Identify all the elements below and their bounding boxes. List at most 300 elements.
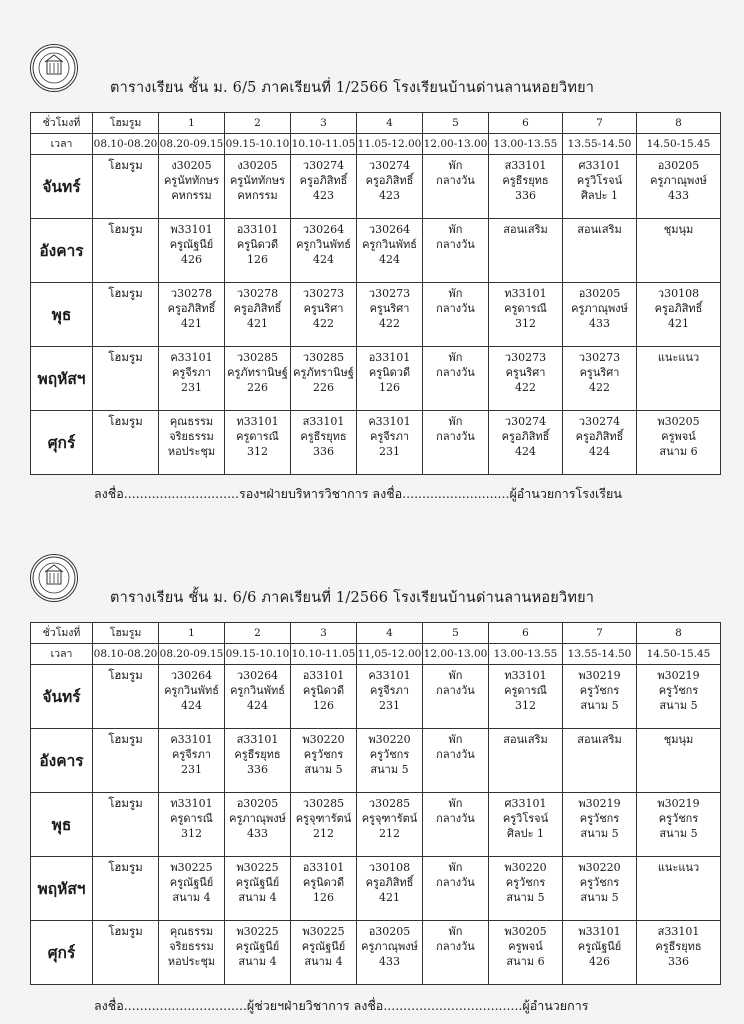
- cell-line: ครูณัฐนีย์: [301, 940, 346, 953]
- day-row: [31, 857, 721, 921]
- signature-line: ลงชื่อ...............................ผู้ช่วยฯฝ่ายวิชาการ ลงชื่อ...................................ผู้อำนวยการ: [94, 998, 589, 1013]
- day-name: จันทร์: [31, 155, 93, 219]
- cell-line: ว30274: [302, 159, 345, 172]
- period-header-row: [31, 113, 721, 134]
- header-cell: 14.50-15.45: [637, 134, 721, 155]
- cell-line: 421: [668, 317, 689, 330]
- period-cell: [423, 665, 489, 729]
- cell-line: ท33101: [504, 669, 547, 682]
- cell-line: ศ33101: [504, 797, 547, 810]
- cell-line: ครูนริศา: [505, 366, 546, 379]
- period-cell: [225, 283, 291, 347]
- header-cell: 4: [357, 113, 423, 134]
- cell-line: กลางวัน: [436, 174, 475, 187]
- cell-line: สอนเสริม: [577, 223, 622, 236]
- cell-line: ครูดารณี: [504, 302, 547, 315]
- header-cell: 11,05-12.00: [357, 644, 423, 665]
- period-cell: [159, 729, 225, 793]
- cell-line: พ30205: [504, 925, 547, 938]
- cell-line: หอประชุม: [167, 445, 216, 458]
- cell-line: 422: [515, 381, 536, 394]
- cell-line: ว30264: [170, 669, 213, 682]
- day-row: [31, 665, 721, 729]
- cell-line: พัก: [448, 797, 463, 810]
- period-cell: [159, 921, 225, 985]
- cell-line: พ30220: [302, 733, 345, 746]
- cell-line: ค33101: [170, 733, 213, 746]
- cell-line: พ30225: [170, 861, 213, 874]
- cell-line: ครูนิดวดี: [302, 684, 345, 697]
- cell-line: ชุมนุม: [663, 733, 694, 746]
- cell-line: 231: [379, 699, 400, 712]
- cell-line: คุณธรรม: [169, 925, 214, 938]
- day-row: [31, 219, 721, 283]
- period-cell: [563, 793, 637, 857]
- cell-line: 126: [379, 381, 400, 394]
- cell-line: ครูวิโรจน์: [502, 812, 549, 825]
- cell-line: ครูวัชกร: [579, 876, 620, 889]
- cell-line: กลางวัน: [436, 940, 475, 953]
- cell-line: กลางวัน: [436, 876, 475, 889]
- period-cell: [637, 665, 721, 729]
- cell-line: กลางวัน: [436, 748, 475, 761]
- period-cell: [423, 411, 489, 475]
- cell-line: ครูอภิสิทธิ์: [299, 174, 348, 187]
- header-cell: 09.15-10.10: [225, 134, 291, 155]
- day-row: [31, 411, 721, 475]
- period-cell: [423, 347, 489, 411]
- homeroom-cell: โฮมรูม: [93, 155, 159, 219]
- cell-line: ครูกวินพัทธ์: [362, 238, 417, 251]
- period-cell: [489, 793, 563, 857]
- cell-line: สนาม 4: [238, 955, 277, 968]
- period-cell: [637, 729, 721, 793]
- cell-line: ครูจีรภา: [369, 430, 410, 443]
- cell-line: 422: [379, 317, 400, 330]
- cell-line: ครูภัทรานิษฐ์: [227, 366, 288, 379]
- cell-line: ครูวัชกร: [579, 684, 620, 697]
- header-cell: 7: [563, 623, 637, 644]
- day-row: [31, 729, 721, 793]
- period-cell: [637, 793, 721, 857]
- period-cell: [357, 921, 423, 985]
- cell-line: ครูอภิสิทธิ์: [233, 302, 282, 315]
- cell-line: ว30285: [368, 797, 411, 810]
- period-cell: [423, 155, 489, 219]
- period-cell: [563, 283, 637, 347]
- period-cell: [489, 665, 563, 729]
- period-cell: [357, 283, 423, 347]
- cell-line: 212: [379, 827, 400, 840]
- cell-line: 231: [379, 445, 400, 458]
- cell-line: 424: [515, 445, 536, 458]
- cell-line: สนาม 5: [580, 699, 619, 712]
- cell-line: ส33101: [504, 159, 547, 172]
- period-cell: [637, 857, 721, 921]
- cell-line: อ30205: [368, 925, 411, 938]
- cell-line: ครูณัฐนีย์: [235, 876, 280, 889]
- cell-line: จริยธรรม: [169, 430, 214, 443]
- cell-line: ว30273: [578, 351, 621, 364]
- cell-line: ครูวัชกร: [369, 748, 410, 761]
- period-cell: [489, 411, 563, 475]
- cell-line: หอประชุม: [167, 955, 216, 968]
- cell-line: พัก: [448, 287, 463, 300]
- day-row: [31, 921, 721, 985]
- period-cell: [423, 283, 489, 347]
- cell-line: สนาม 5: [304, 763, 343, 776]
- cell-line: กลางวัน: [436, 684, 475, 697]
- cell-line: ครูกวินพัทธ์: [296, 238, 351, 251]
- day-name: อังคาร: [31, 219, 93, 283]
- header-cell: เวลา: [31, 644, 93, 665]
- timetable: [30, 112, 721, 475]
- cell-line: ว30264: [302, 223, 345, 236]
- cell-line: ว30278: [170, 287, 213, 300]
- period-cell: [489, 347, 563, 411]
- period-cell: [357, 857, 423, 921]
- header-cell: 7: [563, 113, 637, 134]
- period-cell: [563, 347, 637, 411]
- cell-line: ท33101: [236, 415, 279, 428]
- cell-line: สนาม 4: [172, 891, 211, 904]
- cell-line: 231: [181, 763, 202, 776]
- cell-line: พัก: [448, 925, 463, 938]
- cell-line: ครูวัชกร: [303, 748, 344, 761]
- header-cell: 10.10-11.05: [291, 134, 357, 155]
- header-cell: เวลา: [31, 134, 93, 155]
- period-cell: [637, 155, 721, 219]
- cell-line: ครูอภิสิทธิ์: [365, 876, 414, 889]
- header-cell: 8: [637, 623, 721, 644]
- cell-line: ค33101: [368, 669, 411, 682]
- period-cell: [291, 921, 357, 985]
- period-cell: [357, 219, 423, 283]
- period-cell: [159, 155, 225, 219]
- period-cell: [489, 155, 563, 219]
- cell-line: สนาม 5: [659, 827, 698, 840]
- cell-line: ครูนัททักษร: [163, 174, 220, 187]
- cell-line: ครูกวินพัทธ์: [164, 684, 219, 697]
- cell-line: ครูนัททักษร: [229, 174, 286, 187]
- cell-line: 212: [313, 827, 334, 840]
- cell-line: สนาม 5: [506, 891, 545, 904]
- cell-line: อ33101: [236, 223, 279, 236]
- cell-line: ครูธีรยุทธ: [234, 748, 281, 761]
- day-row: [31, 283, 721, 347]
- cell-line: ครูณัฐนีย์: [169, 238, 214, 251]
- cell-line: กลางวัน: [436, 812, 475, 825]
- cell-line: 424: [379, 253, 400, 266]
- cell-line: ครูอภิสิทธิ์: [501, 430, 550, 443]
- time-header-row: [31, 134, 721, 155]
- cell-line: ว30264: [236, 669, 279, 682]
- header-cell: โฮมรูม: [93, 623, 159, 644]
- homeroom-cell: โฮมรูม: [93, 347, 159, 411]
- header-cell: 13.00-13.55: [489, 134, 563, 155]
- cell-line: 433: [589, 317, 610, 330]
- schedule-title: ตารางเรียน ชั้น ม. 6/6 ภาคเรียนที่ 1/2566 โรงเรียนบ้านด่านลานหอยวิทยา: [110, 590, 595, 606]
- cell-line: ครูนริศา: [579, 366, 620, 379]
- cell-line: 424: [313, 253, 334, 266]
- cell-line: พ33101: [578, 925, 621, 938]
- timetable: [30, 622, 721, 985]
- cell-line: แนะแนว: [657, 861, 700, 874]
- period-cell: [563, 411, 637, 475]
- cell-line: ท33101: [504, 287, 547, 300]
- cell-line: ครูภาณุพงษ์: [361, 940, 418, 953]
- cell-line: พ33101: [170, 223, 213, 236]
- cell-line: ครูธีรยุทธ: [300, 430, 347, 443]
- cell-line: ว30274: [578, 415, 621, 428]
- header-cell: 3: [291, 113, 357, 134]
- cell-line: อ30205: [578, 287, 621, 300]
- cell-line: 424: [247, 699, 268, 712]
- cell-line: ครูภาณุพงษ์: [571, 302, 628, 315]
- cell-line: ครูพจน์: [661, 430, 696, 443]
- homeroom-cell: โฮมรูม: [93, 283, 159, 347]
- header-cell: 1: [159, 113, 225, 134]
- cell-line: ครูธีรยุทธ: [655, 940, 702, 953]
- period-cell: [291, 155, 357, 219]
- cell-line: ชุมนุม: [663, 223, 694, 236]
- cell-line: พ30225: [302, 925, 345, 938]
- cell-line: ว30274: [504, 415, 547, 428]
- header-cell: 12.00-13.00: [423, 134, 489, 155]
- cell-line: คหกรรม: [237, 189, 278, 202]
- period-cell: [291, 411, 357, 475]
- cell-line: 226: [247, 381, 268, 394]
- period-cell: [225, 729, 291, 793]
- cell-line: ส33101: [236, 733, 279, 746]
- cell-line: ค33101: [170, 351, 213, 364]
- cell-line: 433: [247, 827, 268, 840]
- period-cell: [225, 347, 291, 411]
- cell-line: อ33101: [302, 861, 345, 874]
- period-cell: [423, 793, 489, 857]
- period-cell: [159, 283, 225, 347]
- header-cell: 6: [489, 623, 563, 644]
- school-logo-icon: [30, 44, 78, 92]
- cell-line: พ30220: [578, 861, 621, 874]
- cell-line: 336: [668, 955, 689, 968]
- cell-line: ครูพจน์: [508, 940, 543, 953]
- period-cell: [489, 857, 563, 921]
- period-cell: [563, 857, 637, 921]
- cell-line: สนาม 6: [506, 955, 545, 968]
- cell-line: ครูจุฑารัตน์: [361, 812, 418, 825]
- cell-line: ครูดารณี: [170, 812, 213, 825]
- cell-line: ท33101: [170, 797, 213, 810]
- cell-line: ครูวัชกร: [658, 684, 699, 697]
- cell-line: พ30219: [578, 797, 621, 810]
- schedule-title: ตารางเรียน ชั้น ม. 6/5 ภาคเรียนที่ 1/2566 โรงเรียนบ้านด่านลานหอยวิทยา: [110, 80, 595, 96]
- cell-line: ครูภัทรานิษฐ์: [293, 366, 354, 379]
- period-cell: [357, 155, 423, 219]
- period-cell: [225, 665, 291, 729]
- cell-line: 312: [247, 445, 268, 458]
- period-cell: [563, 155, 637, 219]
- cell-line: สนาม 4: [304, 955, 343, 968]
- header-cell: 5: [423, 113, 489, 134]
- period-cell: [357, 793, 423, 857]
- period-cell: [637, 219, 721, 283]
- period-cell: [423, 921, 489, 985]
- cell-line: กลางวัน: [436, 238, 475, 251]
- cell-line: พัก: [448, 351, 463, 364]
- period-cell: [225, 793, 291, 857]
- cell-line: ครูอภิสิทธิ์: [575, 430, 624, 443]
- cell-line: ครูกวินพัทธ์: [230, 684, 285, 697]
- period-cell: [291, 347, 357, 411]
- homeroom-cell: โฮมรูม: [93, 921, 159, 985]
- period-cell: [225, 411, 291, 475]
- cell-line: พัก: [448, 223, 463, 236]
- cell-line: แนะแนว: [657, 351, 700, 364]
- cell-line: สนาม 5: [659, 699, 698, 712]
- period-cell: [291, 219, 357, 283]
- cell-line: 336: [515, 189, 536, 202]
- period-header-row: [31, 623, 721, 644]
- period-cell: [159, 665, 225, 729]
- day-name: ศุกร์: [31, 411, 93, 475]
- day-name: พฤหัสฯ: [31, 857, 93, 921]
- cell-line: พัก: [448, 669, 463, 682]
- header-cell: 09.15-10.10: [225, 644, 291, 665]
- cell-line: ง30205: [237, 159, 278, 172]
- cell-line: กลางวัน: [436, 302, 475, 315]
- cell-line: สนาม 4: [238, 891, 277, 904]
- period-cell: [637, 283, 721, 347]
- cell-line: 422: [313, 317, 334, 330]
- cell-line: พ30205: [657, 415, 700, 428]
- cell-line: ศิลปะ 1: [506, 827, 545, 840]
- cell-line: 421: [181, 317, 202, 330]
- cell-line: พ30219: [657, 669, 700, 682]
- header-cell: 14.50-15.45: [637, 644, 721, 665]
- cell-line: ง30205: [171, 159, 212, 172]
- cell-line: ครูภาณุพงษ์: [229, 812, 286, 825]
- cell-line: 433: [668, 189, 689, 202]
- cell-line: 423: [313, 189, 334, 202]
- cell-line: ว30285: [302, 797, 345, 810]
- period-cell: [225, 155, 291, 219]
- cell-line: ครูณัฐนีย์: [169, 876, 214, 889]
- cell-line: ครูอภิสิทธิ์: [654, 302, 703, 315]
- period-cell: [563, 665, 637, 729]
- cell-line: ครูจุฑารัตน์: [295, 812, 352, 825]
- header-cell: 8: [637, 113, 721, 134]
- period-cell: [291, 793, 357, 857]
- period-cell: [489, 219, 563, 283]
- header-cell: 3: [291, 623, 357, 644]
- header-cell: 08.10-08.20: [93, 134, 159, 155]
- cell-line: ศ33101: [578, 159, 621, 172]
- cell-line: ว30273: [368, 287, 411, 300]
- header-cell: 2: [225, 623, 291, 644]
- header-cell: 13.55-14.50: [563, 644, 637, 665]
- period-cell: [563, 219, 637, 283]
- cell-line: คหกรรม: [171, 189, 212, 202]
- cell-line: 421: [247, 317, 268, 330]
- cell-line: ครูนิดวดี: [368, 366, 411, 379]
- cell-line: อ33101: [302, 669, 345, 682]
- cell-line: 424: [589, 445, 610, 458]
- header-cell: โฮมรูม: [93, 113, 159, 134]
- cell-line: ครูนริศา: [369, 302, 410, 315]
- cell-line: ครูดารณี: [504, 684, 547, 697]
- signature-line: ลงชื่อ.............................รองฯฝ่ายบริหารวิชาการ ลงชื่อ...........................ผู้อำนวยการโรงเรียน: [94, 486, 622, 501]
- period-cell: [423, 219, 489, 283]
- homeroom-cell: โฮมรูม: [93, 411, 159, 475]
- cell-line: พัก: [448, 733, 463, 746]
- period-cell: [291, 857, 357, 921]
- period-cell: [637, 411, 721, 475]
- cell-line: 421: [379, 891, 400, 904]
- cell-line: อ30205: [236, 797, 279, 810]
- header-cell: 13.55-14.50: [563, 134, 637, 155]
- cell-line: ครูวิโรจน์: [576, 174, 623, 187]
- cell-line: อ30205: [657, 159, 700, 172]
- homeroom-cell: โฮมรูม: [93, 857, 159, 921]
- header-cell: 4: [357, 623, 423, 644]
- period-cell: [357, 347, 423, 411]
- cell-line: อ33101: [368, 351, 411, 364]
- cell-line: พ30219: [657, 797, 700, 810]
- cell-line: 426: [181, 253, 202, 266]
- day-row: [31, 347, 721, 411]
- cell-line: ครูอภิสิทธิ์: [167, 302, 216, 315]
- cell-line: 231: [181, 381, 202, 394]
- day-name: พฤหัสฯ: [31, 347, 93, 411]
- period-cell: [423, 729, 489, 793]
- cell-line: 336: [313, 445, 334, 458]
- period-cell: [291, 729, 357, 793]
- cell-line: ค33101: [368, 415, 411, 428]
- period-cell: [563, 729, 637, 793]
- period-cell: [489, 921, 563, 985]
- day-name: พุธ: [31, 283, 93, 347]
- cell-line: ครูวัชกร: [505, 876, 546, 889]
- cell-line: 312: [515, 699, 536, 712]
- period-cell: [489, 729, 563, 793]
- cell-line: พ30219: [578, 669, 621, 682]
- day-name: จันทร์: [31, 665, 93, 729]
- header-cell: 08.10-08.20: [93, 644, 159, 665]
- cell-line: ครูวัชกร: [658, 812, 699, 825]
- header-cell: 1: [159, 623, 225, 644]
- cell-line: พ30225: [236, 861, 279, 874]
- period-cell: [291, 665, 357, 729]
- period-cell: [159, 411, 225, 475]
- homeroom-cell: โฮมรูม: [93, 665, 159, 729]
- cell-line: 433: [379, 955, 400, 968]
- header-cell: 10.10-11.05: [291, 644, 357, 665]
- cell-line: ครูจีรภา: [369, 684, 410, 697]
- homeroom-cell: โฮมรูม: [93, 219, 159, 283]
- cell-line: 226: [313, 381, 334, 394]
- period-cell: [159, 857, 225, 921]
- header-cell: 13.00-13.55: [489, 644, 563, 665]
- period-cell: [423, 857, 489, 921]
- cell-line: ครูนิดวดี: [302, 876, 345, 889]
- period-cell: [489, 283, 563, 347]
- cell-line: ส33101: [657, 925, 700, 938]
- school-logo-icon: [30, 554, 78, 602]
- cell-line: ครูภาณุพงษ์: [650, 174, 707, 187]
- period-cell: [159, 793, 225, 857]
- cell-line: คุณธรรม: [169, 415, 214, 428]
